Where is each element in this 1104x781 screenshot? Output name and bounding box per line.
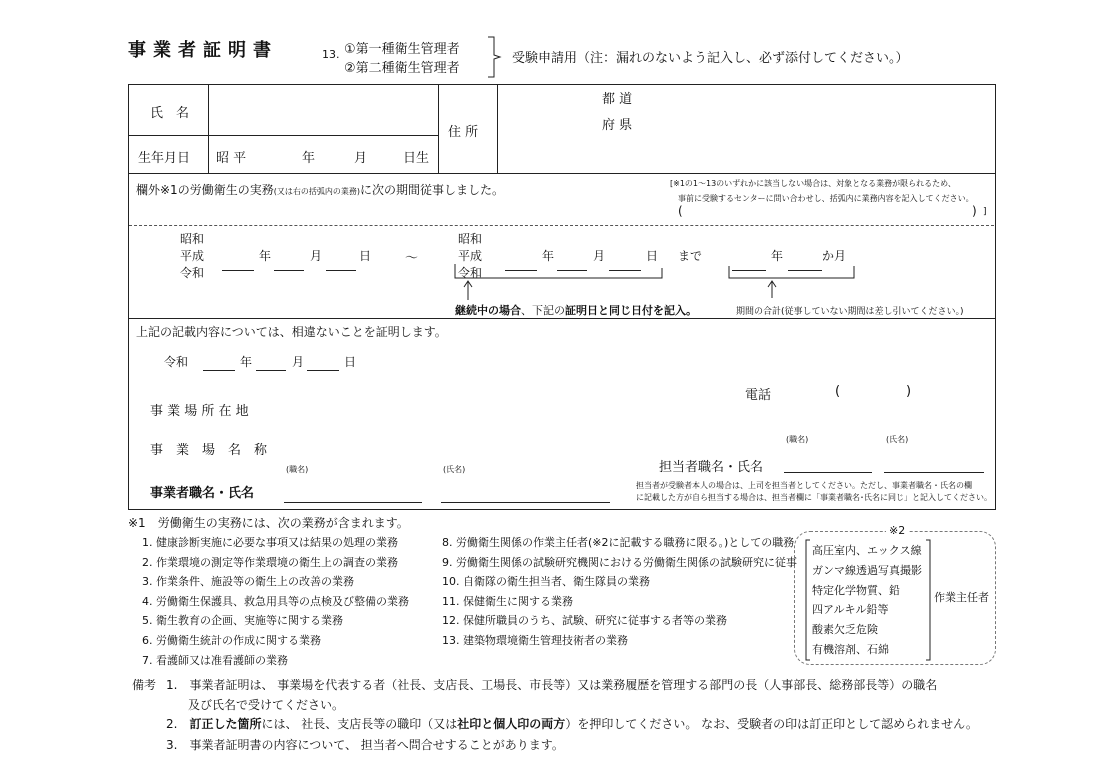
divider — [208, 84, 209, 173]
continuing-note-c: 証明日と同じ日付を記入。 — [565, 304, 697, 317]
dob-era[interactable]: 昭 平 — [216, 151, 247, 166]
note-open-paren: ( — [678, 204, 683, 218]
option-first-class: ①第一種衛生管理者 — [344, 42, 460, 57]
prefecture-label-1: 都 道 — [602, 92, 633, 107]
dob-month: 月 — [354, 151, 368, 166]
footnote1-item: 12. 保健所職員のうち、試験、研究に従事する者等の業務 — [442, 614, 727, 627]
from-month-field[interactable] — [274, 270, 304, 271]
footnote2-item: ガンマ線透過写真撮影 — [812, 564, 922, 577]
continuing-note — [455, 302, 697, 318]
name-field[interactable] — [210, 86, 436, 134]
contact-name-caption: (氏名) — [886, 435, 909, 444]
divider — [438, 84, 439, 173]
cert-year-field[interactable] — [203, 370, 235, 371]
total-note: 期間の合計(従事していない期間は差し引いてください。) — [736, 307, 964, 317]
phone-open-paren: ( — [835, 384, 841, 399]
contact-name-field[interactable] — [884, 472, 984, 473]
dob-day: 日生 — [403, 151, 430, 166]
remark-1a: 1. 事業者証明は、 事業場を代表する者（社長、支店長、工場長、市長等）又は業務履歴を管理する部門の長（人事部長、総務部長等）の職名 — [166, 678, 938, 692]
from-era-showa: 昭和 — [180, 232, 205, 246]
to-era-heisei: 平成 — [458, 249, 483, 263]
prefecture-label-2: 府 県 — [602, 118, 633, 133]
footnote1-item: 10. 自衛隊の衛生担当者、衛生隊員の業務 — [442, 575, 650, 588]
location-field[interactable] — [290, 398, 710, 418]
from-era-heisei: 平成 — [180, 249, 205, 263]
to-year-unit: 年 — [542, 249, 555, 263]
employer-label: 事業者職名・氏名 — [150, 486, 255, 501]
total-month-unit: か月 — [822, 249, 847, 263]
range-tilde: ～ — [405, 251, 419, 266]
purpose-note: 受験申請用（注：漏れのないよう記入し、必ず添付してください。） — [512, 51, 909, 66]
total-bracket — [728, 262, 858, 304]
footnote2-item: 有機溶剤、石綿 — [812, 643, 889, 656]
until-label: まで — [678, 249, 703, 263]
note-close-paren: ) — [972, 204, 977, 218]
footnote1-item: 11. 保健衛生に関する業務 — [442, 595, 573, 608]
phone-field[interactable] — [790, 384, 902, 400]
to-month-unit: 月 — [593, 249, 606, 263]
to-era-showa: 昭和 — [458, 232, 483, 246]
experience-statement — [136, 181, 504, 198]
office-name-field[interactable] — [290, 436, 630, 456]
total-year-unit: 年 — [771, 249, 784, 263]
footnote1-item: 5. 衛生教育の企画、実施等に関する業務 — [142, 614, 343, 627]
cert-month-unit: 月 — [292, 355, 305, 369]
to-era-reiwa: 令和 — [458, 266, 483, 280]
cert-month-field[interactable] — [256, 370, 286, 371]
experience-note-line1: [※1の1～13のいずれかに該当しない場合は、対象となる業務が限られるため、 — [670, 179, 956, 188]
from-era-reiwa: 令和 — [180, 266, 205, 280]
footnote1-item: 1. 健康診断実施に必要な事項又は結果の処理の業務 — [142, 536, 398, 549]
phone-close-paren: ) — [906, 384, 912, 399]
location-label: 事 業 場 所 在 地 — [150, 404, 249, 419]
footnote1-item: 7. 看護師又は准看護師の業務 — [142, 654, 288, 667]
from-day-unit: 日 — [359, 249, 372, 263]
footnote1-item: 13. 建築物環境衛生管理技術者の業務 — [442, 634, 628, 647]
office-name-label: 事 業 場 名 称 — [150, 443, 268, 458]
form-number: 13. — [322, 48, 340, 61]
footnote1-item: 9. 労働衛生関係の試験研究機関における労働衛生関係の試験研究に従事 — [442, 556, 797, 569]
employer-name-field[interactable] — [441, 502, 610, 503]
remark-3: 3. 事業者証明書の内容について、 担当者へ問合せすることがあります。 — [166, 738, 564, 752]
phone-label: 電話 — [745, 388, 772, 403]
contact-label: 担当者職名・氏名 — [659, 460, 764, 475]
footnote1-item: 2. 作業環境の測定等作業環境の衛生上の調査の業務 — [142, 556, 398, 569]
cert-year-unit: 年 — [240, 355, 253, 369]
remarks-label: 備考 — [132, 678, 157, 692]
footnote2-item: 高圧室内、エックス線 — [812, 544, 922, 557]
cert-day-field[interactable] — [307, 370, 339, 371]
footnote1-heading: ※1 労働衛生の実務には、次の業務が含まれます。 — [128, 516, 409, 530]
footnote1-item: 8. 労働衛生関係の作業主任者(※2に記載する職務に限る。)としての職務 — [442, 536, 795, 549]
remark-2d: 社印と個人印の両方 — [457, 717, 566, 731]
divider — [497, 84, 498, 173]
name-label: 氏 名 — [150, 106, 190, 121]
experience-statement-a: 欄外※1の労働衛生の実務 — [136, 183, 274, 197]
remark-2c: には、 社長、支店長等の職印（又は — [261, 717, 458, 731]
experience-statement-b: に次の期間従事しました。 — [359, 183, 504, 197]
continuing-note-a: 継続中の場合 — [455, 304, 521, 317]
employer-name-caption: (氏名) — [443, 465, 466, 474]
footnote1-item: 4. 労働衛生保護具、救急用具等の点検及び整備の業務 — [142, 595, 409, 608]
note-bracket-end: ] — [983, 207, 987, 217]
footnote2-item: 酸素欠乏危険 — [812, 623, 878, 636]
option-second-class: ②第二種衛生管理者 — [344, 61, 460, 76]
footnote1-item: 6. 労働衛生統計の作成に関する業務 — [142, 634, 321, 647]
divider — [128, 173, 995, 174]
footnote2-item: 特定化学物質、鉛 — [812, 584, 900, 597]
footnote2-suffix: 作業主任者 — [934, 591, 989, 604]
contact-post-field[interactable] — [784, 472, 872, 473]
remark-2a: 2. — [166, 717, 190, 731]
from-month-unit: 月 — [310, 249, 323, 263]
cert-date-era: 令和 — [164, 355, 189, 369]
continuing-note-b: 、下記の — [521, 304, 565, 317]
from-day-field[interactable] — [326, 270, 356, 271]
footnote1-item: 3. 作業条件、施設等の衛生上の改善の業務 — [142, 575, 354, 588]
footnote2-heading: ※2 — [886, 524, 908, 537]
certification-statement: 上記の記載内容については、相違ないことを証明します。 — [136, 325, 447, 339]
remark-2e: ）を押印してください。 なお、受験者の印は訂正印として認められません。 — [565, 717, 978, 731]
contact-note-2: に記載した方が自ら担当する場合は、担当者欄に「事業者職名･氏名に同じ」と記入してください。 — [636, 493, 992, 502]
header-brace — [486, 36, 502, 78]
to-day-unit: 日 — [646, 249, 659, 263]
footnote2-item: 四アルキル鉛等 — [812, 603, 889, 616]
page-title: 事業者証明書 — [128, 40, 278, 61]
contact-note-1: 担当者が受験者本人の場合は、上司を担当者としてください。ただし、事業者職名・氏名の欄 — [636, 481, 972, 490]
dashed-divider — [129, 225, 994, 226]
divider — [128, 318, 995, 319]
dob-year: 年 — [302, 151, 316, 166]
divider — [128, 135, 438, 136]
contact-post-caption: (職名) — [786, 435, 809, 444]
experience-note-line2: 事前に受験するセンターに問い合わせし、括弧内に業務内容を記入してください。 — [678, 194, 974, 203]
address-field[interactable] — [500, 86, 992, 172]
work-description-field[interactable] — [686, 204, 970, 220]
from-year-unit: 年 — [259, 249, 272, 263]
remark-2b: 訂正した箇所 — [189, 717, 262, 731]
remark-2 — [166, 715, 978, 732]
address-label: 住 所 — [448, 125, 479, 140]
experience-statement-paren: (又は右の括弧内の業務) — [273, 187, 360, 196]
remark-1b: 及び氏名で受けてください。 — [188, 698, 345, 712]
cert-day-unit: 日 — [344, 355, 357, 369]
employer-post-caption: (職名) — [286, 465, 309, 474]
employer-post-field[interactable] — [284, 502, 422, 503]
to-date-bracket — [454, 262, 664, 304]
dob-label: 生年月日 — [138, 151, 191, 166]
from-year-field[interactable] — [222, 270, 254, 271]
